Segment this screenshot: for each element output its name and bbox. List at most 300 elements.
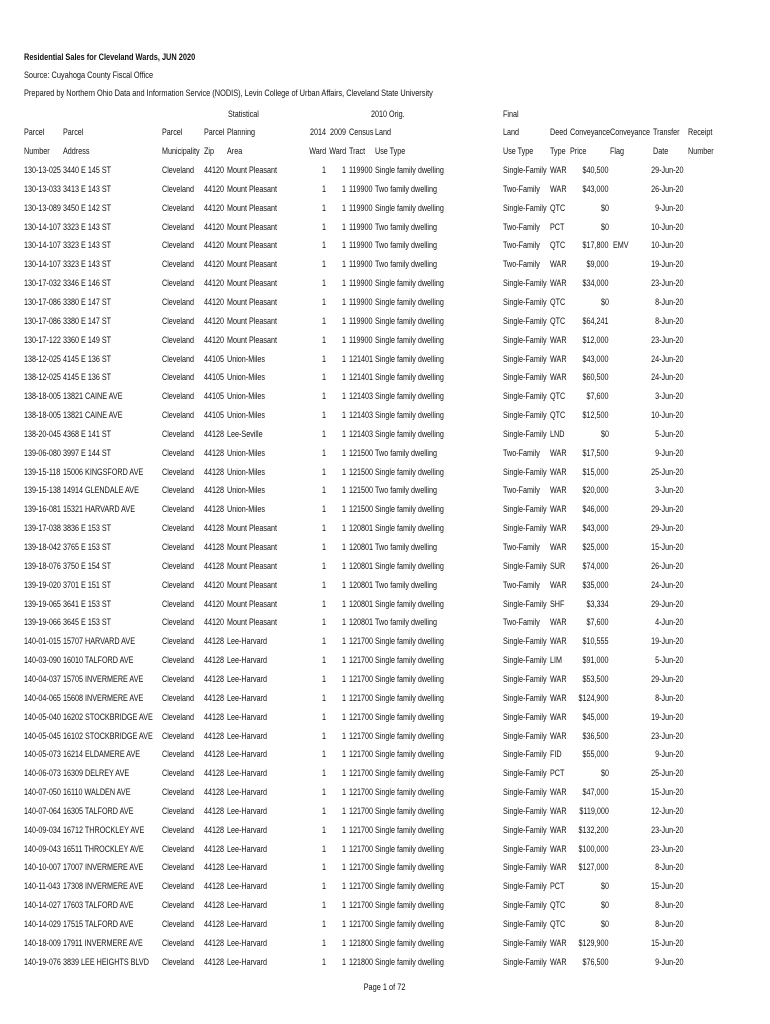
column-header: Ward bbox=[309, 146, 326, 156]
municipality-cell: Cleveland bbox=[162, 900, 195, 911]
zip-cell: 44128 bbox=[204, 466, 225, 477]
column-header: 2010 Orig. bbox=[371, 109, 405, 119]
transfer-date-cell: 29-Jun-20 bbox=[651, 598, 684, 609]
deed-type-cell: SUR bbox=[550, 560, 566, 571]
municipality-cell: Cleveland bbox=[162, 353, 195, 364]
parcel-number-cell: 140-09-043 bbox=[24, 843, 61, 854]
zip-cell: 44128 bbox=[204, 504, 225, 515]
ward-2009-cell: 1 bbox=[341, 165, 346, 175]
deed-type-cell: WAR bbox=[550, 447, 567, 458]
transfer-date-cell: 26-Jun-20 bbox=[651, 183, 684, 194]
zip-cell: 44120 bbox=[204, 240, 225, 251]
conveyance-flag-cell: EMV bbox=[613, 240, 629, 251]
planning-area-cell: Lee-Harvard bbox=[227, 636, 268, 647]
census-tract-cell: 121700 bbox=[349, 824, 374, 835]
table-row bbox=[0, 899, 770, 913]
transfer-date-cell: 23-Jun-20 bbox=[651, 843, 684, 854]
planning-area-cell: Lee-Harvard bbox=[227, 730, 268, 741]
zip-cell: 44128 bbox=[204, 636, 225, 647]
table-row bbox=[0, 202, 770, 216]
municipality-cell: Cleveland bbox=[162, 919, 195, 929]
census-tract-cell: 121700 bbox=[349, 768, 374, 779]
conveyance-price-cell: $10,555 bbox=[582, 636, 609, 647]
table-row bbox=[0, 522, 770, 536]
transfer-date-cell: 23-Jun-20 bbox=[651, 730, 684, 741]
orig-land-use-cell: Two family dwelling bbox=[375, 447, 438, 458]
parcel-number-cell: 130-14-107 bbox=[24, 259, 61, 270]
table-row bbox=[0, 918, 770, 932]
conveyance-price-cell: $45,000 bbox=[582, 711, 609, 722]
zip-cell: 44128 bbox=[204, 447, 225, 458]
transfer-date-cell: 19-Jun-20 bbox=[651, 259, 684, 270]
municipality-cell: Cleveland bbox=[162, 296, 195, 307]
parcel-address-cell: 3645 E 153 ST bbox=[63, 617, 112, 628]
parcel-address-cell: 3323 E 143 ST bbox=[63, 240, 112, 251]
conveyance-price-cell: $0 bbox=[600, 202, 609, 213]
parcel-number-cell: 139-19-066 bbox=[24, 617, 61, 628]
orig-land-use-cell: Two family dwelling bbox=[375, 485, 438, 496]
municipality-cell: Cleveland bbox=[162, 428, 195, 439]
ward-2009-cell: 1 bbox=[341, 353, 346, 364]
zip-cell: 44120 bbox=[204, 598, 225, 609]
ward-2014-cell: 1 bbox=[321, 240, 326, 251]
municipality-cell: Cleveland bbox=[162, 278, 195, 289]
ward-2009-cell: 1 bbox=[341, 862, 346, 873]
planning-area-cell: Union-Miles bbox=[227, 391, 266, 402]
orig-land-use-cell: Single family dwelling bbox=[375, 410, 444, 421]
parcel-number-cell: 140-05-040 bbox=[24, 711, 61, 722]
deed-type-cell: WAR bbox=[550, 824, 567, 835]
ward-2009-cell: 1 bbox=[341, 692, 346, 703]
orig-land-use-cell: Single family dwelling bbox=[375, 843, 444, 854]
final-land-use-cell: Single-Family bbox=[503, 165, 547, 175]
census-tract-cell: 121700 bbox=[349, 636, 374, 647]
parcel-number-cell: 140-14-029 bbox=[24, 919, 61, 929]
conveyance-price-cell: $12,000 bbox=[582, 334, 609, 345]
ward-2009-cell: 1 bbox=[341, 428, 346, 439]
transfer-date-cell: 8-Jun-20 bbox=[655, 919, 684, 929]
parcel-address-cell: 15705 INVERMERE AVE bbox=[63, 673, 144, 684]
planning-area-cell: Union-Miles bbox=[227, 410, 266, 421]
final-land-use-cell: Single-Family bbox=[503, 862, 547, 873]
deed-type-cell: WAR bbox=[550, 937, 567, 948]
conveyance-price-cell: $7,600 bbox=[586, 391, 609, 402]
municipality-cell: Cleveland bbox=[162, 523, 195, 534]
ward-2014-cell: 1 bbox=[321, 372, 326, 383]
planning-area-cell: Mount Pleasant bbox=[227, 334, 278, 345]
final-land-use-cell: Single-Family bbox=[503, 560, 547, 571]
parcel-address-cell: 4145 E 136 ST bbox=[63, 372, 112, 383]
table-row bbox=[0, 221, 770, 235]
table-row bbox=[0, 541, 770, 555]
municipality-cell: Cleveland bbox=[162, 937, 195, 948]
census-tract-cell: 121700 bbox=[349, 881, 374, 892]
orig-land-use-cell: Single family dwelling bbox=[375, 504, 444, 515]
deed-type-cell: WAR bbox=[550, 183, 567, 194]
parcel-address-cell: 3413 E 143 ST bbox=[63, 183, 112, 194]
parcel-address-cell: 16102 STOCKBRIDGE AVE bbox=[63, 730, 153, 741]
column-header: Conveyance bbox=[610, 127, 651, 137]
final-land-use-cell: Single-Family bbox=[503, 919, 547, 929]
parcel-number-cell: 140-04-065 bbox=[24, 692, 61, 703]
final-land-use-cell: Single-Family bbox=[503, 372, 547, 383]
municipality-cell: Cleveland bbox=[162, 711, 195, 722]
ward-2014-cell: 1 bbox=[321, 259, 326, 270]
table-row bbox=[0, 730, 770, 744]
conveyance-price-cell: $17,800 bbox=[582, 240, 609, 251]
planning-area-cell: Mount Pleasant bbox=[227, 240, 278, 251]
deed-type-cell: WAR bbox=[550, 523, 567, 534]
census-tract-cell: 119900 bbox=[349, 334, 373, 345]
column-header: Parcel bbox=[162, 127, 183, 137]
orig-land-use-cell: Single family dwelling bbox=[375, 768, 444, 779]
final-land-use-cell: Two-Family bbox=[503, 221, 540, 232]
column-header: Zip bbox=[204, 146, 215, 156]
table-row bbox=[0, 880, 770, 894]
municipality-cell: Cleveland bbox=[162, 956, 195, 967]
deed-type-cell: WAR bbox=[550, 617, 567, 628]
transfer-date-cell: 9-Jun-20 bbox=[655, 202, 684, 213]
parcel-address-cell: 3380 E 147 ST bbox=[63, 296, 112, 307]
transfer-date-cell: 29-Jun-20 bbox=[651, 673, 684, 684]
ward-2014-cell: 1 bbox=[321, 183, 326, 194]
final-land-use-cell: Single-Family bbox=[503, 391, 547, 402]
transfer-date-cell: 15-Jun-20 bbox=[651, 881, 684, 892]
conveyance-price-cell: $76,500 bbox=[582, 956, 609, 967]
parcel-address-cell: 17603 TALFORD AVE bbox=[63, 900, 134, 911]
table-row bbox=[0, 786, 770, 800]
census-tract-cell: 121500 bbox=[349, 447, 374, 458]
final-land-use-cell: Single-Family bbox=[503, 843, 547, 854]
orig-land-use-cell: Single family dwelling bbox=[375, 428, 444, 439]
ward-2014-cell: 1 bbox=[321, 919, 326, 929]
deed-type-cell: PCT bbox=[550, 768, 565, 779]
orig-land-use-cell: Two family dwelling bbox=[375, 617, 438, 628]
parcel-address-cell: 3440 E 145 ST bbox=[63, 165, 112, 175]
ward-2009-cell: 1 bbox=[341, 919, 346, 929]
zip-cell: 44120 bbox=[204, 579, 225, 590]
ward-2014-cell: 1 bbox=[321, 937, 326, 948]
zip-cell: 44128 bbox=[204, 937, 225, 948]
municipality-cell: Cleveland bbox=[162, 372, 195, 383]
ward-2014-cell: 1 bbox=[321, 579, 326, 590]
table-row bbox=[0, 164, 770, 178]
zip-cell: 44128 bbox=[204, 655, 225, 666]
column-header: Municipality bbox=[162, 146, 200, 156]
parcel-number-cell: 140-14-027 bbox=[24, 900, 61, 911]
parcel-address-cell: 16214 ELDAMERE AVE bbox=[63, 749, 141, 760]
deed-type-cell: WAR bbox=[550, 542, 567, 552]
final-land-use-cell: Two-Family bbox=[503, 485, 540, 496]
parcel-address-cell: 15707 HARVARD AVE bbox=[63, 636, 136, 647]
ward-2009-cell: 1 bbox=[341, 542, 346, 552]
municipality-cell: Cleveland bbox=[162, 598, 195, 609]
table-row bbox=[0, 673, 770, 687]
column-header: Use Type bbox=[375, 146, 406, 156]
planning-area-cell: Lee-Harvard bbox=[227, 900, 268, 911]
zip-cell: 44105 bbox=[204, 391, 225, 402]
parcel-number-cell: 139-15-138 bbox=[24, 485, 61, 496]
planning-area-cell: Lee-Harvard bbox=[227, 843, 268, 854]
column-header: Date bbox=[653, 146, 669, 156]
census-tract-cell: 121700 bbox=[349, 711, 374, 722]
zip-cell: 44105 bbox=[204, 372, 225, 383]
municipality-cell: Cleveland bbox=[162, 334, 195, 345]
deed-type-cell: SHF bbox=[550, 598, 565, 609]
parcel-address-cell: 16309 DELREY AVE bbox=[63, 768, 130, 779]
parcel-number-cell: 130-14-107 bbox=[24, 221, 61, 232]
ward-2014-cell: 1 bbox=[321, 881, 326, 892]
census-tract-cell: 121700 bbox=[349, 862, 374, 873]
header-row bbox=[0, 126, 770, 138]
parcel-number-cell: 130-17-032 bbox=[24, 278, 61, 289]
parcel-number-cell: 138-20-045 bbox=[24, 428, 61, 439]
census-tract-cell: 119900 bbox=[349, 315, 373, 326]
column-header: Parcel bbox=[24, 127, 45, 137]
parcel-number-cell: 140-05-073 bbox=[24, 749, 61, 760]
zip-cell: 44128 bbox=[204, 862, 225, 873]
conveyance-price-cell: $43,000 bbox=[582, 353, 609, 364]
parcel-number-cell: 140-07-064 bbox=[24, 805, 61, 816]
conveyance-price-cell: $0 bbox=[600, 881, 609, 892]
table-row bbox=[0, 334, 770, 348]
orig-land-use-cell: Single family dwelling bbox=[375, 824, 444, 835]
orig-land-use-cell: Two family dwelling bbox=[375, 542, 438, 552]
deed-type-cell: WAR bbox=[550, 692, 567, 703]
deed-type-cell: FID bbox=[550, 749, 562, 760]
census-tract-cell: 121700 bbox=[349, 692, 374, 703]
municipality-cell: Cleveland bbox=[162, 240, 195, 251]
orig-land-use-cell: Single family dwelling bbox=[375, 956, 444, 967]
transfer-date-cell: 9-Jun-20 bbox=[655, 956, 684, 967]
ward-2014-cell: 1 bbox=[321, 334, 326, 345]
parcel-number-cell: 139-19-065 bbox=[24, 598, 61, 609]
ward-2014-cell: 1 bbox=[321, 824, 326, 835]
ward-2014-cell: 1 bbox=[321, 636, 326, 647]
deed-type-cell: WAR bbox=[550, 862, 567, 873]
municipality-cell: Cleveland bbox=[162, 843, 195, 854]
parcel-number-cell: 139-18-042 bbox=[24, 542, 61, 552]
transfer-date-cell: 3-Jun-20 bbox=[655, 485, 684, 496]
table-row bbox=[0, 579, 770, 593]
column-header: 2009 bbox=[329, 127, 346, 137]
final-land-use-cell: Two-Family bbox=[503, 183, 540, 194]
planning-area-cell: Mount Pleasant bbox=[227, 523, 278, 534]
deed-type-cell: LND bbox=[550, 428, 565, 439]
conveyance-price-cell: $0 bbox=[600, 221, 609, 232]
ward-2009-cell: 1 bbox=[341, 183, 346, 194]
parcel-number-cell: 138-18-005 bbox=[24, 410, 61, 421]
municipality-cell: Cleveland bbox=[162, 183, 195, 194]
planning-area-cell: Mount Pleasant bbox=[227, 165, 278, 175]
zip-cell: 44128 bbox=[204, 730, 225, 741]
planning-area-cell: Lee-Harvard bbox=[227, 824, 268, 835]
parcel-address-cell: 16010 TALFORD AVE bbox=[63, 655, 134, 666]
municipality-cell: Cleveland bbox=[162, 673, 195, 684]
planning-area-cell: Lee-Harvard bbox=[227, 655, 268, 666]
table-row bbox=[0, 767, 770, 781]
final-land-use-cell: Single-Family bbox=[503, 466, 547, 477]
zip-cell: 44120 bbox=[204, 334, 225, 345]
column-header: Number bbox=[688, 146, 714, 156]
report-prepared-by: Prepared by Northern Ohio Data and Information Service (NODIS), Levin College of Urban Affairs, Cleveland State University bbox=[24, 88, 433, 98]
table-row bbox=[0, 466, 770, 480]
ward-2014-cell: 1 bbox=[321, 410, 326, 421]
table-row bbox=[0, 390, 770, 404]
parcel-address-cell: 16511 THROCKLEY AVE bbox=[63, 843, 144, 854]
final-land-use-cell: Single-Family bbox=[503, 296, 547, 307]
planning-area-cell: Lee-Seville bbox=[227, 428, 263, 439]
ward-2009-cell: 1 bbox=[341, 711, 346, 722]
orig-land-use-cell: Single family dwelling bbox=[375, 749, 444, 760]
planning-area-cell: Union-Miles bbox=[227, 353, 266, 364]
parcel-address-cell: 3346 E 146 ST bbox=[63, 278, 112, 289]
zip-cell: 44128 bbox=[204, 768, 225, 779]
municipality-cell: Cleveland bbox=[162, 730, 195, 741]
conveyance-price-cell: $36,500 bbox=[582, 730, 609, 741]
final-land-use-cell: Single-Family bbox=[503, 353, 547, 364]
deed-type-cell: WAR bbox=[550, 711, 567, 722]
planning-area-cell: Mount Pleasant bbox=[227, 202, 278, 213]
table-row bbox=[0, 409, 770, 423]
orig-land-use-cell: Single family dwelling bbox=[375, 165, 444, 175]
census-tract-cell: 121401 bbox=[349, 372, 374, 383]
orig-land-use-cell: Single family dwelling bbox=[375, 900, 444, 911]
municipality-cell: Cleveland bbox=[162, 485, 195, 496]
zip-cell: 44128 bbox=[204, 428, 225, 439]
municipality-cell: Cleveland bbox=[162, 202, 195, 213]
final-land-use-cell: Single-Family bbox=[503, 749, 547, 760]
transfer-date-cell: 10-Jun-20 bbox=[651, 221, 684, 232]
conveyance-price-cell: $35,000 bbox=[582, 579, 609, 590]
final-land-use-cell: Two-Family bbox=[503, 579, 540, 590]
conveyance-price-cell: $0 bbox=[600, 428, 609, 439]
table-row bbox=[0, 447, 770, 461]
transfer-date-cell: 23-Jun-20 bbox=[651, 278, 684, 289]
parcel-number-cell: 140-19-076 bbox=[24, 956, 61, 967]
final-land-use-cell: Single-Family bbox=[503, 278, 547, 289]
census-tract-cell: 121500 bbox=[349, 485, 374, 496]
orig-land-use-cell: Single family dwelling bbox=[375, 673, 444, 684]
transfer-date-cell: 29-Jun-20 bbox=[651, 165, 684, 175]
ward-2014-cell: 1 bbox=[321, 843, 326, 854]
parcel-number-cell: 138-12-025 bbox=[24, 372, 61, 383]
ward-2009-cell: 1 bbox=[341, 730, 346, 741]
conveyance-price-cell: $64,241 bbox=[582, 315, 609, 326]
parcel-address-cell: 13821 CAINE AVE bbox=[63, 391, 123, 402]
final-land-use-cell: Single-Family bbox=[503, 805, 547, 816]
report-title: Residential Sales for Cleveland Wards, JUN 2020 bbox=[24, 52, 196, 62]
parcel-address-cell: 3765 E 153 ST bbox=[63, 542, 112, 552]
column-header: 2014 bbox=[309, 127, 326, 137]
parcel-number-cell: 140-11-043 bbox=[24, 881, 61, 892]
planning-area-cell: Lee-Harvard bbox=[227, 673, 268, 684]
table-row bbox=[0, 183, 770, 197]
parcel-number-cell: 140-05-045 bbox=[24, 730, 61, 741]
table-row bbox=[0, 277, 770, 291]
municipality-cell: Cleveland bbox=[162, 560, 195, 571]
column-header: Tract bbox=[349, 146, 366, 156]
transfer-date-cell: 8-Jun-20 bbox=[655, 296, 684, 307]
deed-type-cell: WAR bbox=[550, 805, 567, 816]
census-tract-cell: 121401 bbox=[349, 353, 374, 364]
census-tract-cell: 121700 bbox=[349, 673, 374, 684]
census-tract-cell: 119900 bbox=[349, 165, 373, 175]
parcel-address-cell: 16712 THROCKLEY AVE bbox=[63, 824, 145, 835]
table-row bbox=[0, 315, 770, 329]
ward-2009-cell: 1 bbox=[341, 296, 346, 307]
planning-area-cell: Mount Pleasant bbox=[227, 296, 278, 307]
zip-cell: 44128 bbox=[204, 749, 225, 760]
conveyance-price-cell: $25,000 bbox=[582, 542, 609, 552]
table-row bbox=[0, 296, 770, 310]
final-land-use-cell: Single-Family bbox=[503, 881, 547, 892]
final-land-use-cell: Single-Family bbox=[503, 730, 547, 741]
final-land-use-cell: Single-Family bbox=[503, 692, 547, 703]
ward-2014-cell: 1 bbox=[321, 353, 326, 364]
table-row bbox=[0, 616, 770, 630]
census-tract-cell: 121700 bbox=[349, 900, 374, 911]
ward-2014-cell: 1 bbox=[321, 805, 326, 816]
ward-2009-cell: 1 bbox=[341, 636, 346, 647]
conveyance-price-cell: $43,000 bbox=[582, 523, 609, 534]
ward-2009-cell: 1 bbox=[341, 221, 346, 232]
ward-2009-cell: 1 bbox=[341, 504, 346, 515]
municipality-cell: Cleveland bbox=[162, 447, 195, 458]
parcel-number-cell: 139-06-080 bbox=[24, 447, 61, 458]
parcel-address-cell: 15321 HARVARD AVE bbox=[63, 504, 136, 515]
orig-land-use-cell: Single family dwelling bbox=[375, 598, 444, 609]
zip-cell: 44120 bbox=[204, 183, 225, 194]
ward-2009-cell: 1 bbox=[341, 202, 346, 213]
conveyance-price-cell: $74,000 bbox=[582, 560, 609, 571]
final-land-use-cell: Two-Family bbox=[503, 447, 540, 458]
orig-land-use-cell: Single family dwelling bbox=[375, 278, 444, 289]
orig-land-use-cell: Single family dwelling bbox=[375, 202, 444, 213]
planning-area-cell: Lee-Harvard bbox=[227, 711, 268, 722]
deed-type-cell: WAR bbox=[550, 278, 567, 289]
table-row bbox=[0, 239, 770, 253]
conveyance-price-cell: $47,000 bbox=[582, 787, 609, 798]
column-header: Use Type bbox=[503, 146, 534, 156]
orig-land-use-cell: Single family dwelling bbox=[375, 862, 444, 873]
census-tract-cell: 121403 bbox=[349, 410, 374, 421]
conveyance-price-cell: $91,000 bbox=[582, 655, 609, 666]
ward-2014-cell: 1 bbox=[321, 692, 326, 703]
planning-area-cell: Mount Pleasant bbox=[227, 315, 278, 326]
ward-2014-cell: 1 bbox=[321, 862, 326, 873]
ward-2014-cell: 1 bbox=[321, 485, 326, 496]
final-land-use-cell: Single-Family bbox=[503, 504, 547, 515]
census-tract-cell: 121700 bbox=[349, 749, 374, 760]
deed-type-cell: WAR bbox=[550, 334, 567, 345]
deed-type-cell: WAR bbox=[550, 259, 567, 270]
ward-2014-cell: 1 bbox=[321, 315, 326, 326]
census-tract-cell: 119900 bbox=[349, 240, 373, 251]
final-land-use-cell: Single-Family bbox=[503, 655, 547, 666]
parcel-number-cell: 130-13-089 bbox=[24, 202, 61, 213]
conveyance-price-cell: $40,500 bbox=[582, 165, 609, 175]
transfer-date-cell: 4-Jun-20 bbox=[655, 617, 684, 628]
column-header: Final bbox=[503, 109, 519, 119]
transfer-date-cell: 10-Jun-20 bbox=[651, 410, 684, 421]
zip-cell: 44128 bbox=[204, 692, 225, 703]
parcel-address-cell: 3839 LEE HEIGHTS BLVD bbox=[63, 956, 149, 967]
conveyance-price-cell: $34,000 bbox=[582, 278, 609, 289]
zip-cell: 44128 bbox=[204, 824, 225, 835]
parcel-address-cell: 16305 TALFORD AVE bbox=[63, 805, 134, 816]
planning-area-cell: Lee-Harvard bbox=[227, 805, 268, 816]
